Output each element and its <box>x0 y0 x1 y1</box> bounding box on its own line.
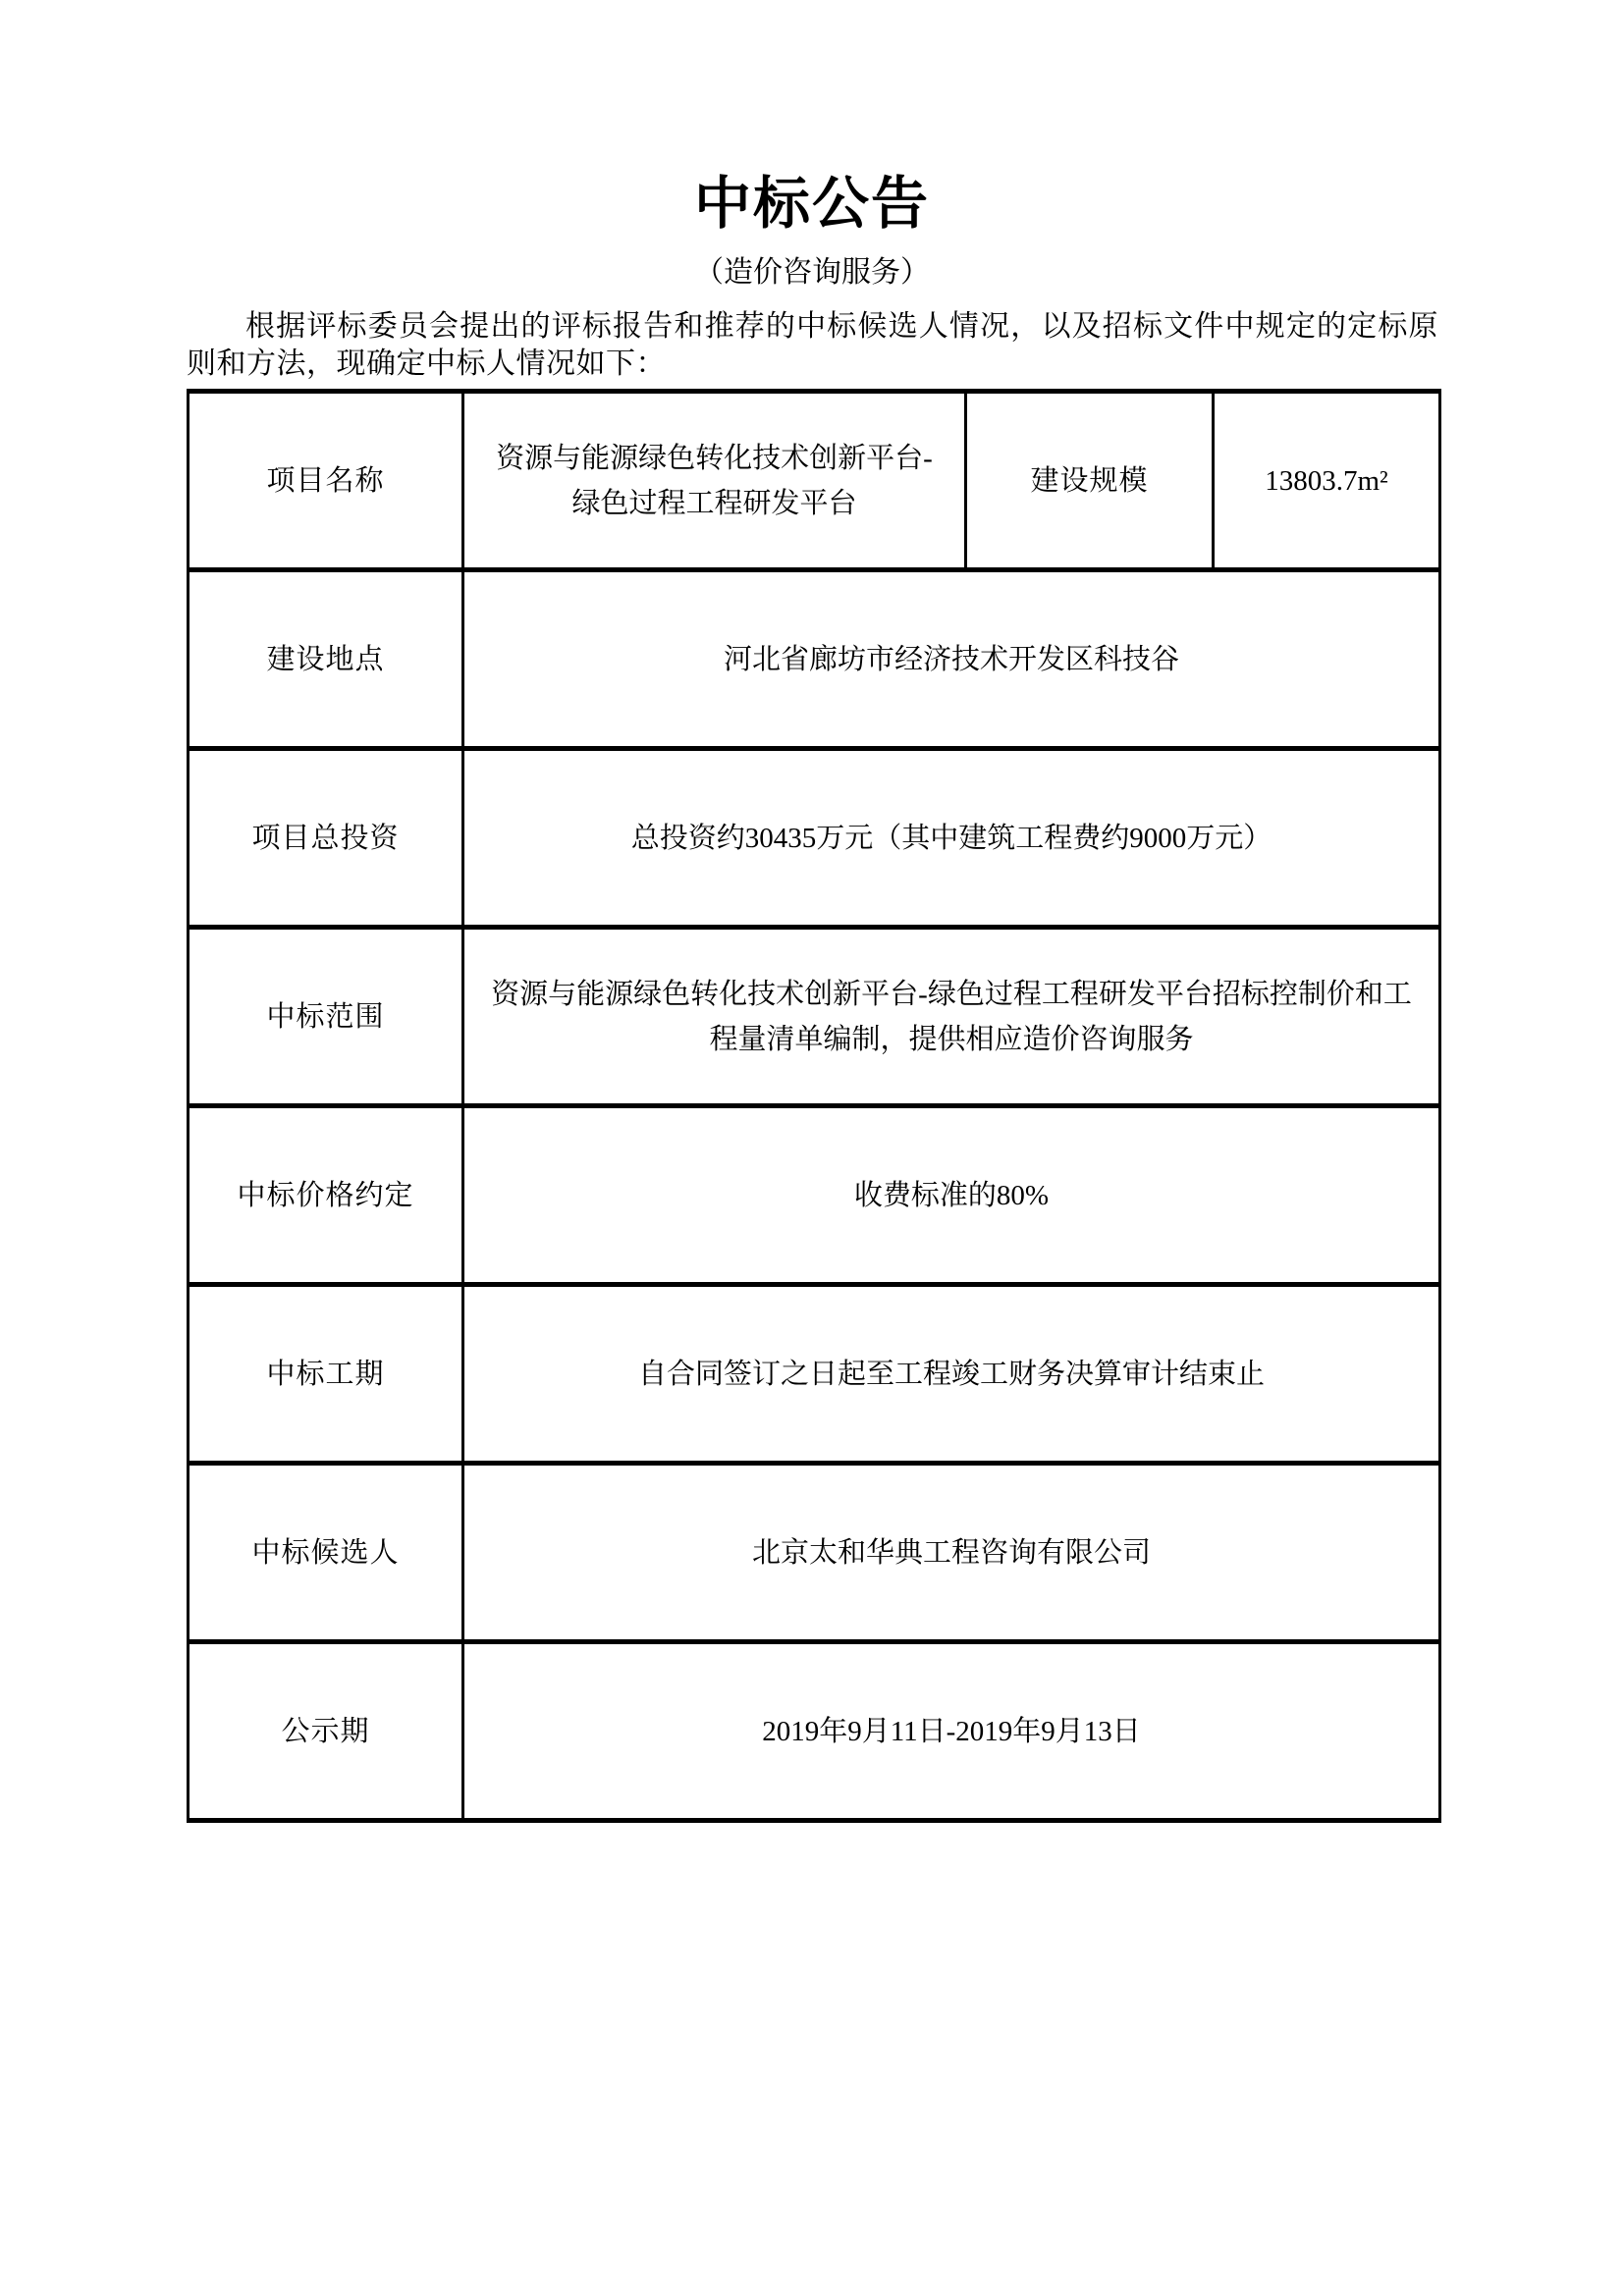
publicity-period-label: 公示期 <box>189 1642 463 1821</box>
candidate-label: 中标候选人 <box>189 1464 463 1642</box>
table-row-duration <box>189 1285 1440 1464</box>
location-value: 河北省廊坊市经济技术开发区科技谷 <box>463 570 1440 749</box>
table-row-location <box>189 570 1440 749</box>
table-row-candidate <box>189 1464 1440 1642</box>
page-title: 中标公告 <box>693 172 930 236</box>
price-agreement-value: 收费标准的80% <box>463 1106 1440 1285</box>
table-row-bid-scope <box>189 928 1440 1106</box>
table-row-investment <box>189 749 1440 928</box>
price-agreement-label: 中标价格约定 <box>189 1106 463 1285</box>
investment-label: 项目总投资 <box>189 749 463 928</box>
location-label: 建设地点 <box>189 570 463 749</box>
bid-scope-label: 中标范围 <box>189 928 463 1106</box>
construction-scale-label: 建设规模 <box>966 392 1214 570</box>
bid-scope-value: 资源与能源绿色转化技术创新平台-绿色过程工程研发平台招标控制价和工程量清单编制，提供相应造价咨询服务 <box>463 928 1440 1106</box>
page-subtitle: （造价咨询服务） <box>694 256 930 289</box>
publicity-period-value: 2019年9月11日-2019年9月13日 <box>463 1642 1440 1821</box>
construction-scale-value: 13803.7m² <box>1214 392 1440 570</box>
investment-value: 总投资约30435万元（其中建筑工程费约9000万元） <box>463 749 1440 928</box>
intro-paragraph: 根据评标委员会提出的评标报告和推荐的中标候选人情况，以及招标文件中规定的定标原则和方法，现确定中标人情况如下： <box>187 310 1438 380</box>
bid-result-table <box>187 389 1441 1823</box>
duration-value: 自合同签订之日起至工程竣工财务决算审计结束止 <box>463 1285 1440 1464</box>
duration-label: 中标工期 <box>189 1285 463 1464</box>
candidate-value: 北京太和华典工程咨询有限公司 <box>463 1464 1440 1642</box>
table-row-price-agreement <box>189 1106 1440 1285</box>
project-name-label: 项目名称 <box>189 392 463 570</box>
project-name-value: 资源与能源绿色转化技术创新平台-绿色过程工程研发平台 <box>463 392 966 570</box>
table-row-publicity-period <box>189 1642 1440 1821</box>
table-row-project-name <box>189 392 1440 570</box>
